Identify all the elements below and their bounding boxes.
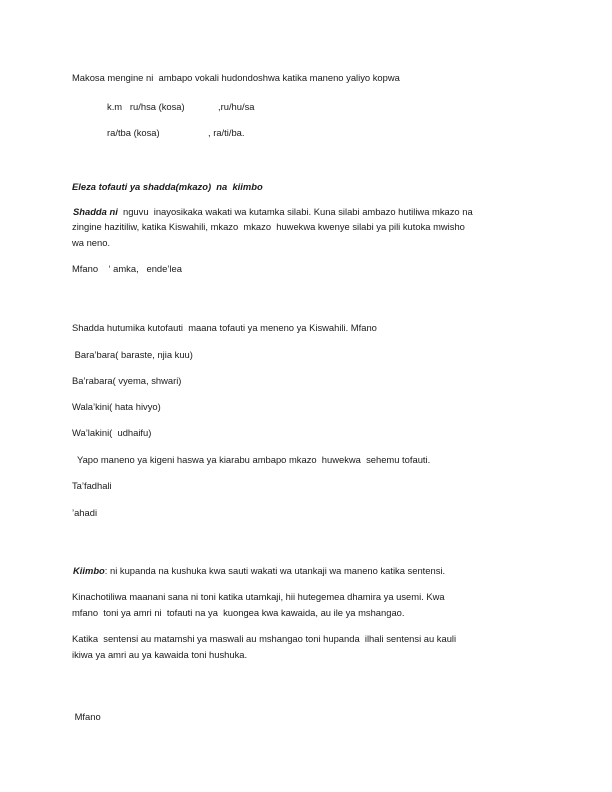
intro-text: Makosa mengine ni ambapo vokali hudondoshwa katika maneno yaliyo kopwa [72,72,400,83]
kiimbo-example-label: Mfano [72,711,101,722]
kiimbo-definition [73,565,445,577]
example-right: ,ru/hu/sa [218,101,255,112]
example-wrong: ra/tba (kosa) [107,127,160,138]
kiimbo-para-line: Katika sentensi au matamshi ya maswali au mshangao toni hupanda ilhali sentensi au kauli [72,633,457,644]
example-right: , ra/ti/ba. [208,127,245,138]
kiimbo-para-line: mfano toni ya amri ni tofauti na ya kuongea kwa kawaida, au ile ya mshangao. [72,607,405,618]
shadda-example: Mfano ‘ amka, ende’lea [72,263,182,274]
word-example: Wala’kini( hata hivyo) [72,401,161,412]
shadda-para-line [73,206,473,218]
kiimbo-text: : ni kupanda na kushuka kwa sauti wakati wa utankaji wa maneno katika sentensi. [104,565,446,576]
shadda-usage: Shadda hutumika kutofauti maana tofauti ya meneno ya Kiswahili. Mfano [72,322,377,333]
word-example: Ta’fadhali [72,480,112,491]
kiimbo-term: Kiimbo [73,565,105,576]
foreign-words-note: Yapo maneno ya kigeni haswa ya kiarabu ambapo mkazo huwekwa sehemu tofauti. [72,454,431,465]
shadda-text: nguvu inayosikaka wakati wa kutamka silabi. Kuna silabi ambazo hutiliwa mkazo na [117,206,473,217]
shadda-para-line: zingine hazitiliw, katika Kiswahili, mkazo mkazo huwekwa kwenye silabi ya pili kutoka mwisho [72,221,465,232]
shadda-para-line: wa neno. [72,237,111,248]
shadda-term: Shadda ni [73,206,118,217]
word-example: Wa’lakini( udhaifu) [72,427,152,438]
kiimbo-para-line: Kinachotiliwa maanani sana ni toni katika utamkaji, hii hutegemea dhamira ya usemi. Kwa [72,591,445,602]
word-example: Bara’bara( baraste, njia kuu) [72,349,193,360]
section-heading: Eleza tofauti ya shadda(mkazo) na kiimbo [72,181,263,192]
example-wrong: k.m ru/hsa (kosa) [107,101,185,112]
word-example: ’ahadi [72,507,98,518]
kiimbo-para-line: ikiwa ya amri au ya kawaida toni hushuka. [72,649,248,660]
word-example: Ba’rabara( vyema, shwari) [72,375,182,386]
